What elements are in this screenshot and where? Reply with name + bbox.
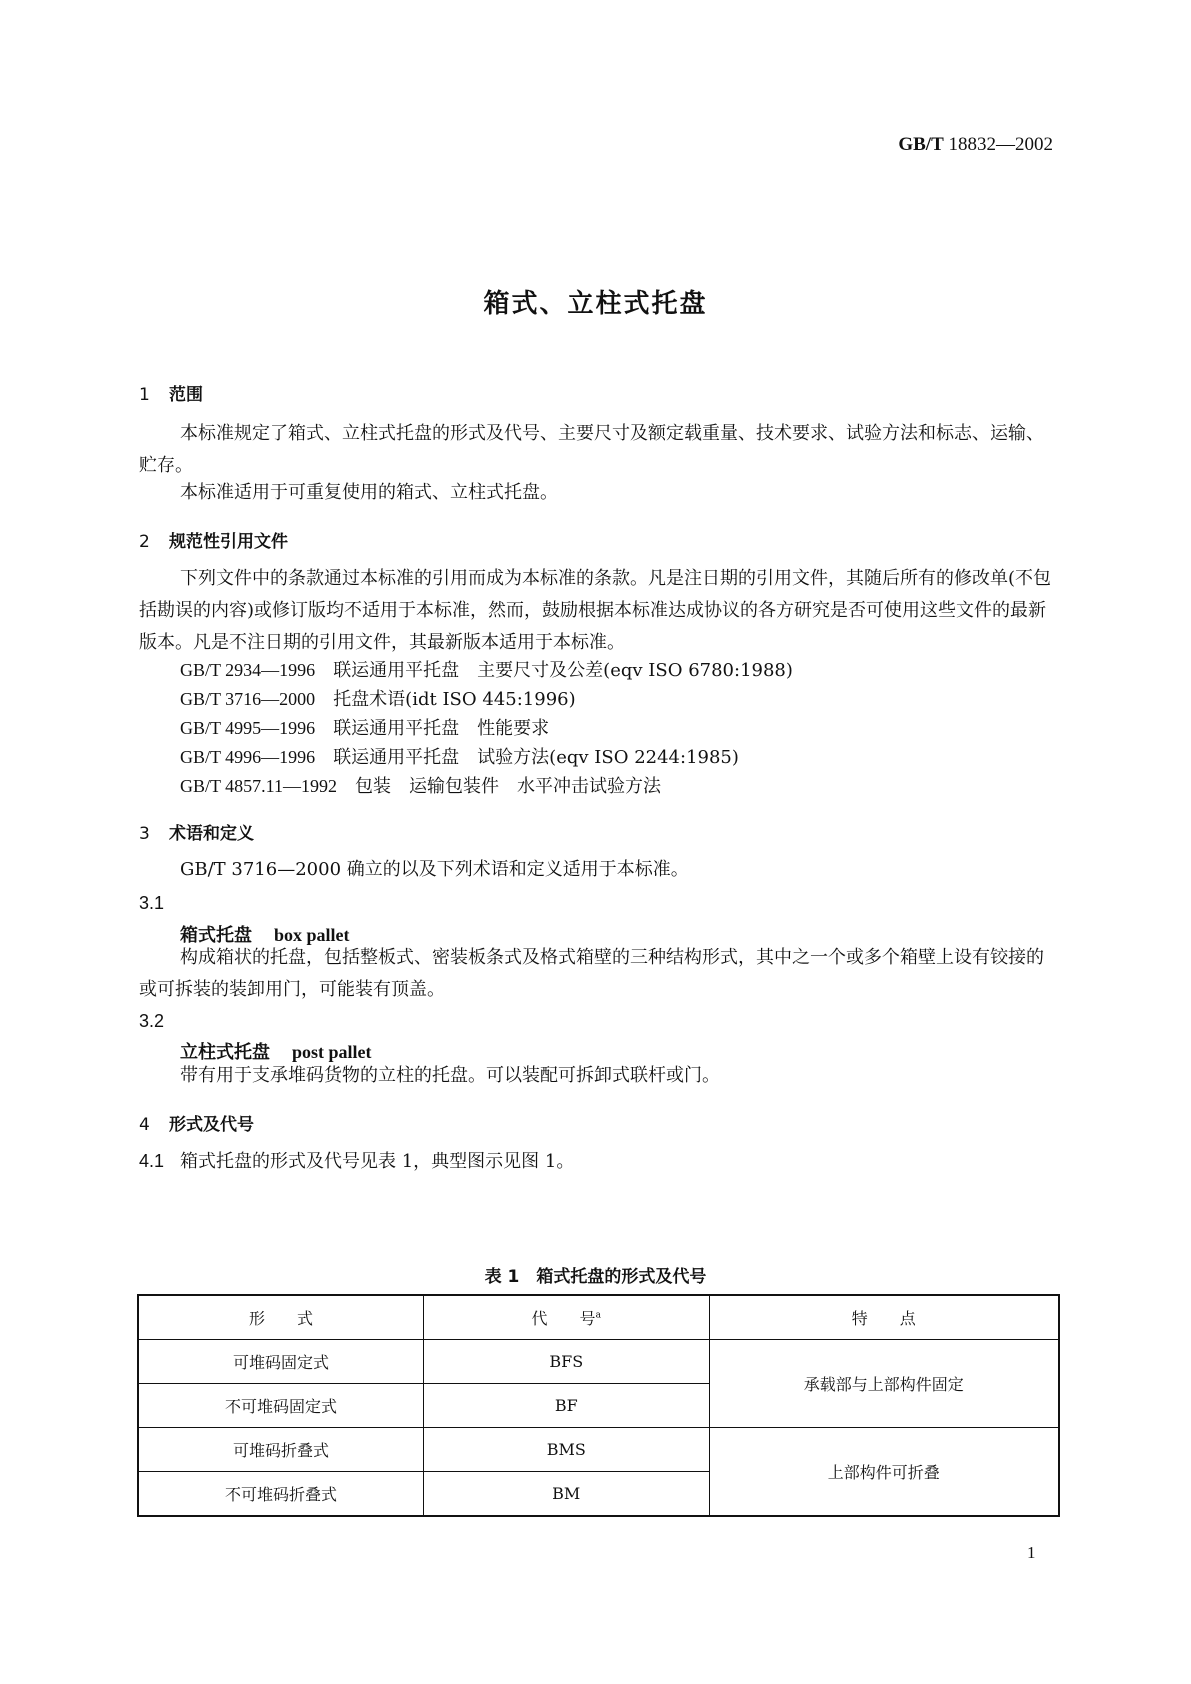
clause-text: 箱式托盘的形式及代号见表 1，典型图示见图 1。 [180, 1151, 575, 1172]
clause-4-1 [139, 1145, 574, 1178]
section-number: 2 [139, 532, 150, 552]
section-2-heading [139, 527, 288, 552]
footnote-marker: a [595, 1310, 601, 1321]
page-number: 1 [1027, 1543, 1036, 1562]
standard-number: 18832—2002 [948, 134, 1053, 155]
header-code: 代 号$^a$ [424, 1295, 710, 1340]
header-feature: 特 点 [709, 1295, 1059, 1340]
term-cn: 箱式托盘 [180, 925, 252, 946]
section-number: 1 [139, 385, 150, 405]
section-number: 3 [139, 824, 150, 844]
section-1-heading [139, 380, 203, 405]
section-title: 术语和定义 [169, 824, 254, 844]
section-title: 形式及代号 [169, 1115, 254, 1135]
section-2-paragraph-1: 下列文件中的条款通过本标准的引用而成为本标准的条款。凡是注日期的引用文件，其随后所有的修改单(不包括勘误的内容)或修订版均不适用于本标准，然而，鼓励根据本标准达成协议的各方研究是否可使用这些文件的最新版本。凡是不注日期的引用文件，其最新版本适用于本标准。 [139, 568, 1052, 653]
cell-feature: 上部构件可折叠 [709, 1428, 1059, 1517]
clause-number: 4.1 [139, 1151, 165, 1171]
cell-form: 不可堆码折叠式 [138, 1472, 424, 1517]
term-number: 3.1 [139, 893, 165, 913]
term-cn: 立柱式托盘 [180, 1042, 270, 1063]
reference-item: GB/T 4996—1996 联运通用平托盘 试验方法(eqv ISO 2244:1985) [180, 747, 739, 768]
term-en: post pallet [292, 1042, 372, 1062]
table-caption: 表 1 箱式托盘的形式及代号 [484, 1267, 707, 1287]
document-title: 箱式、立柱式托盘 [483, 289, 708, 319]
cell-feature: 承载部与上部构件固定 [709, 1340, 1059, 1428]
term-definition: 构成箱状的托盘，包括整板式、密装板条式及格式箱壁的三种结构形式，其中之一个或多个箱壁上设有铰接的或可拆装的装卸用门，可能装有顶盖。 [139, 947, 1044, 1000]
cell-code: BMS [424, 1428, 710, 1472]
cell-code: BF [424, 1384, 710, 1428]
term-en: box pallet [274, 925, 350, 945]
section-3-heading [139, 819, 254, 844]
cell-form: 可堆码折叠式 [138, 1428, 424, 1472]
reference-item: GB/T 4995—1996 联运通用平托盘 性能要求 [180, 718, 550, 739]
table-header-row [138, 1295, 1059, 1340]
section-title: 规范性引用文件 [169, 532, 288, 552]
table-row [138, 1428, 1059, 1472]
cell-form: 不可堆码固定式 [138, 1384, 424, 1428]
section-number: 4 [139, 1115, 150, 1135]
section-1-paragraph-2: 本标准适用于可重复使用的箱式、立柱式托盘。 [180, 482, 558, 503]
standard-code [898, 134, 1053, 156]
reference-item: GB/T 2934—1996 联运通用平托盘 主要尺寸及公差(eqv ISO 6780:1988) [180, 660, 793, 681]
term-number: 3.2 [139, 1011, 165, 1031]
section-title: 范围 [169, 385, 203, 405]
term-definition: 带有用于支承堆码货物的立柱的托盘。可以装配可拆卸式联杆或门。 [180, 1065, 720, 1086]
reference-item: GB/T 3716—2000 托盘术语(idt ISO 445:1996) [180, 689, 576, 710]
form-code-table [137, 1294, 1060, 1517]
section-4-heading [139, 1110, 254, 1135]
cell-code: BFS [424, 1340, 710, 1384]
standard-prefix: GB/T [898, 134, 944, 155]
reference-item: GB/T 4857.11—1992 包装 运输包装件 水平冲击试验方法 [180, 776, 662, 797]
section-1-paragraph-1: 本标准规定了箱式、立柱式托盘的形式及代号、主要尺寸及额定载重量、技术要求、试验方法和标志、运输、贮存。 [139, 423, 1044, 476]
cell-form: 可堆码固定式 [138, 1340, 424, 1384]
table-row [138, 1340, 1059, 1384]
section-3-paragraph-1: GB/T 3716—2000 确立的以及下列术语和定义适用于本标准。 [180, 859, 689, 880]
header-form: 形 式 [138, 1295, 424, 1340]
cell-code: BM [424, 1472, 710, 1517]
